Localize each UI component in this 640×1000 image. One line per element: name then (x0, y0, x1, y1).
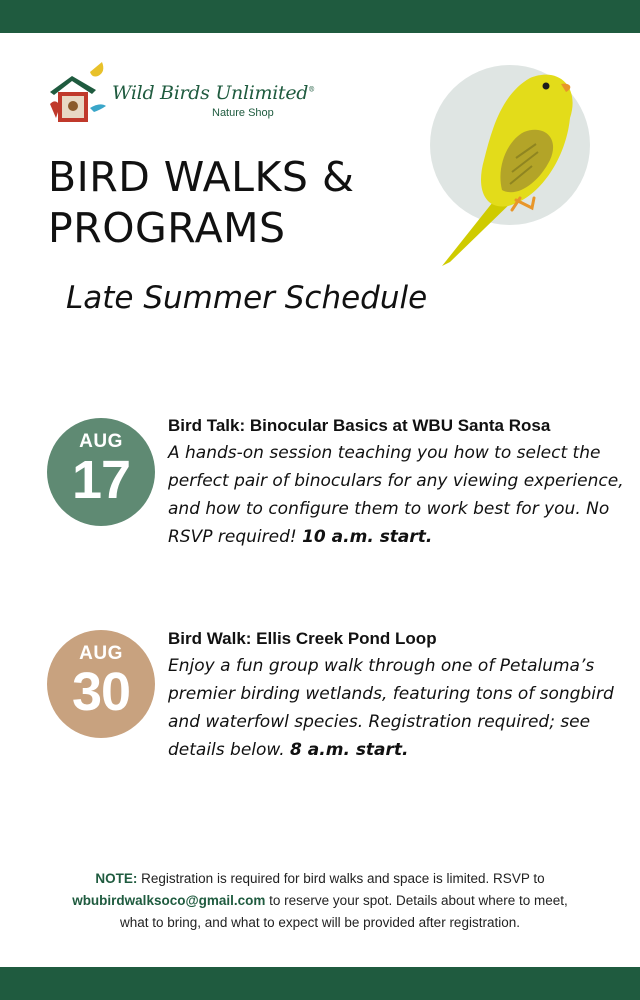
badge-month: AUG (79, 431, 123, 452)
page-title: BIRD WALKS & PROGRAMS (48, 153, 355, 252)
note-text: Registration is required for bird walks and space is limited. RSVP to (141, 871, 545, 886)
rsvp-email-link[interactable]: wbubirdwalksoco@gmail.com (72, 893, 266, 908)
event-description: A hands-on session teaching you how to select the perfect pair of binoculars for any viewing experience, and how to configure them to work best for you. No RSVP required! 10 a.m. start. (168, 443, 624, 547)
schedule-subtitle: Late Summer Schedule (66, 280, 428, 316)
event-start-time: 8 a.m. start. (290, 740, 409, 760)
registration-note (60, 868, 580, 934)
badge-month: AUG (79, 643, 123, 664)
note-label: NOTE: (95, 871, 138, 886)
bottom-band (0, 967, 640, 1000)
badge-day: 17 (71, 450, 131, 510)
brand-logo[interactable] (46, 62, 315, 126)
event-date-badge (47, 630, 155, 738)
logo-brand-name: Wild Birds Unlimited® (112, 82, 315, 104)
event-item (168, 416, 624, 551)
event-title: Bird Talk: Binocular Basics at WBU Santa Rosa (168, 416, 551, 435)
event-title: Bird Walk: Ellis Creek Pond Loop (168, 629, 437, 648)
event-start-time: 10 a.m. start. (302, 527, 433, 547)
event-item (168, 629, 624, 764)
yellow-canary-icon (420, 48, 620, 268)
event-description: Enjoy a fun group walk through one of Petaluma’s premier birding wetlands, featuring tons of songbird and waterfowl species. Registration required; see details below. 8 a.m. start. (168, 656, 614, 760)
note-text-continued: to reserve your spot. Details about where to meet, what to bring, and what to expect will be provided after registration. (120, 893, 568, 930)
logo-subtitle: Nature Shop (212, 107, 274, 119)
badge-day: 30 (71, 662, 131, 722)
top-band (0, 0, 640, 33)
event-date-badge (47, 418, 155, 526)
birdhouse-logo-icon (46, 62, 110, 126)
